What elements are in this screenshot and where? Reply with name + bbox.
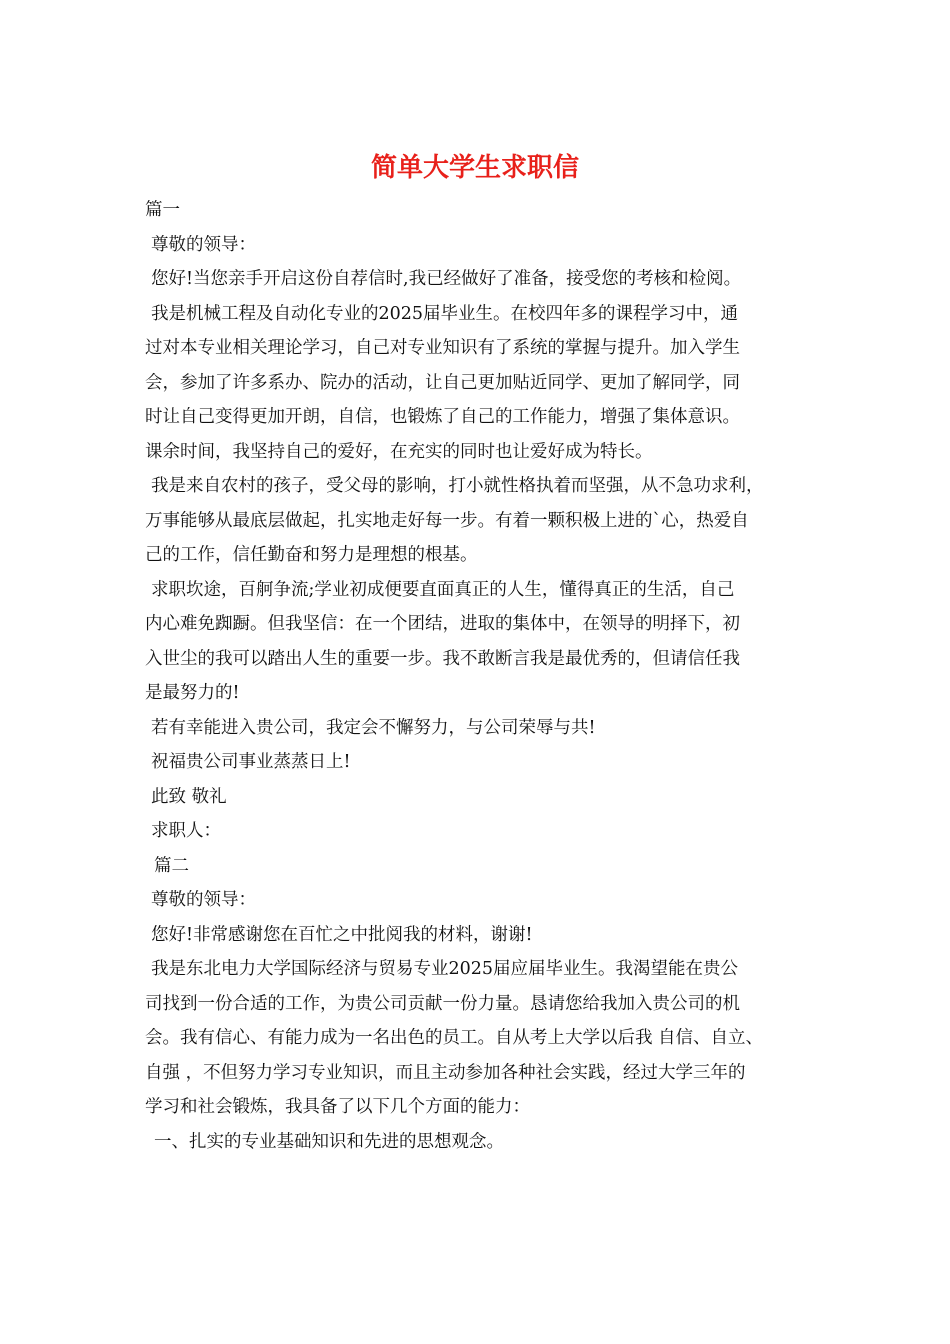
paragraph-line: 会。我有信心、有能力成为一名出色的员工。自从考上大学以后我 自信、自立、: [145, 1028, 764, 1048]
paragraph-line: 万事能够从最底层做起，扎实地走好每一步。有着一颗积极上进的`心，热爱自: [145, 510, 749, 531]
paragraph-line: 自强 ，不但努力学习专业知识，而且主动参加各种社会实践，经过大学三年的: [145, 1062, 746, 1083]
paragraph-line: 我是东北电力大学国际经济与贸易专业2025届应届毕业生。我渴望能在贵公: [151, 959, 739, 979]
paragraph-line: 课余时间，我坚持自己的爱好，在充实的同时也让爱好成为特长。: [145, 441, 653, 462]
paragraph-line: 若有幸能进入贵公司，我定会不懈努力，与公司荣辱与共!: [151, 717, 596, 738]
paragraph-line: 求职坎途，百舸争流;学业初成便要直面真正的人生，懂得真正的生活，自己: [151, 579, 735, 600]
paragraph-line: 我是来自农村的孩子，受父母的影响，打小就性格执着而坚强，从不急功求利，: [151, 476, 764, 496]
paragraph-line: 时让自己变得更加开朗，自信，也锻炼了自己的工作能力，增强了集体意识。: [145, 407, 740, 427]
paragraph-line: 会，参加了许多系办、院办的活动，让自己更加贴近同学、更加了解同学，同: [145, 372, 740, 393]
paragraph-line: 己的工作，信任勤奋和努力是理想的根基。: [145, 545, 478, 565]
paragraph-line: 尊敬的领导：: [151, 234, 256, 255]
paragraph-line: 学习和社会锻炼，我具备了以下几个方面的能力：: [145, 1097, 530, 1117]
paragraph-line: 内心难免踟蹰。但我坚信：在一个团结，进取的集体中，在领导的明择下，初: [145, 614, 740, 634]
paragraph-line: 此致 敬礼: [151, 786, 227, 807]
paragraph-line: 是最努力的!: [145, 683, 240, 703]
paragraph-line: 求职人：: [151, 821, 221, 841]
paragraph-line: 篇一: [145, 200, 180, 220]
paragraph-line: 您好!非常感谢您在百忙之中批阅我的材料，谢谢!: [151, 924, 533, 945]
document-body: [145, 193, 825, 1159]
document-title: 简单大学生求职信: [370, 153, 579, 183]
paragraph-line: 过对本专业相关理论学习，自己对专业知识有了系统的掌握与提升。加入学生: [145, 338, 740, 358]
paragraph-line: 祝福贵公司事业蒸蒸日上!: [151, 752, 351, 772]
paragraph-line: 篇二: [154, 855, 189, 876]
paragraph-line: 尊敬的领导：: [151, 890, 256, 910]
paragraph-line: 一、扎实的专业基础知识和先进的思想观念。: [154, 1131, 504, 1152]
paragraph-line: 我是机械工程及自动化专业的2025届毕业生。在校四年多的课程学习中，通: [151, 303, 739, 324]
paragraph-line: 入世尘的我可以踏出人生的重要一步。我不敢断言我是最优秀的，但请信任我: [145, 648, 740, 669]
paragraph-line: 您好!当您亲手开启这份自荐信时,我已经做好了准备，接受您的考核和检阅。: [151, 269, 742, 289]
paragraph-line: 司找到一份合适的工作，为贵公司贡献一份力量。恳请您给我加入贵公司的机: [145, 993, 740, 1014]
